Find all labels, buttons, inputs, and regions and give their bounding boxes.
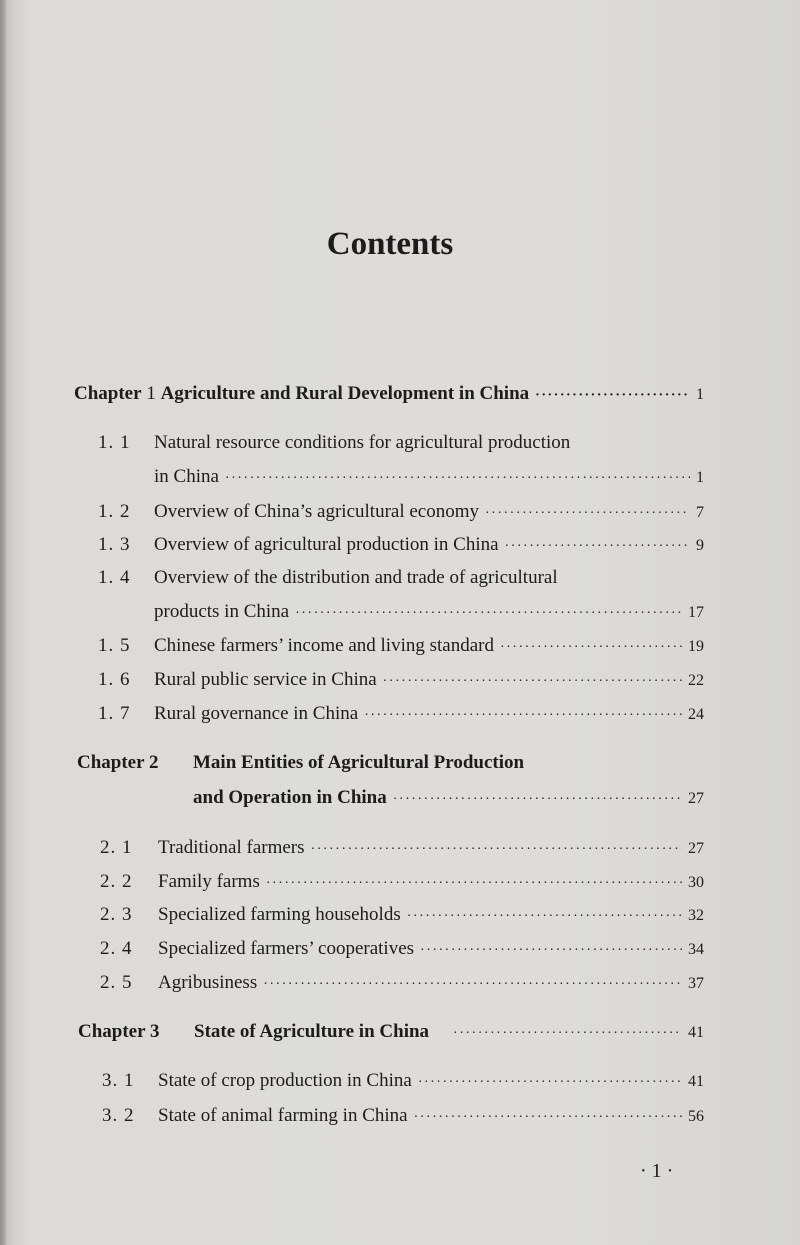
chapter-title: State of Agriculture in China xyxy=(194,1021,430,1042)
page-ref: 34 xyxy=(688,941,704,958)
page-ref: 7 xyxy=(696,504,704,521)
page-title: Contents xyxy=(326,226,454,262)
page-ref: 27 xyxy=(688,790,704,807)
page-ref: 24 xyxy=(688,706,704,723)
section-title: Rural governance in China xyxy=(154,703,359,724)
leader-dots xyxy=(263,977,682,993)
toc-section-2-3[interactable] xyxy=(100,904,704,926)
toc-section-2-2[interactable] xyxy=(100,871,704,893)
toc-section-2-4[interactable] xyxy=(100,938,704,960)
section-number: 1. 7 xyxy=(98,703,131,724)
leader-dots xyxy=(266,876,682,892)
section-title-cont: products in China xyxy=(154,601,290,622)
toc-section-1-1[interactable] xyxy=(98,432,688,454)
section-number: 2. 5 xyxy=(100,972,133,993)
section-title: Overview of the distribution and trade of agricultural xyxy=(154,567,558,588)
page-ref: 27 xyxy=(688,840,704,857)
page-ref: 1 xyxy=(696,386,704,403)
chapter-title: Main Entities of Agricultural Production xyxy=(193,752,525,773)
section-title: Overview of China’s agricultural economy xyxy=(154,501,480,522)
section-title: Chinese farmers’ income and living standard xyxy=(154,635,494,656)
section-title: Family farms xyxy=(158,871,260,892)
leader-dots xyxy=(393,792,682,808)
section-number: 2. 4 xyxy=(100,938,133,959)
toc-section-1-2[interactable] xyxy=(98,501,704,523)
page-ref: 1 xyxy=(696,469,704,486)
toc-section-3-2[interactable] xyxy=(102,1105,704,1127)
section-title: Specialized farming households xyxy=(158,904,401,925)
page-ref: 17 xyxy=(688,604,704,621)
section-number: 1. 5 xyxy=(98,635,131,656)
toc-section-1-7[interactable] xyxy=(98,703,704,725)
chapter-label: Chapter 2 xyxy=(77,752,159,773)
leader-dots xyxy=(505,539,690,555)
toc-chapter-2[interactable] xyxy=(77,752,637,774)
section-title: Agribusiness xyxy=(158,972,258,993)
toc-section-1-1-cont[interactable] xyxy=(154,466,704,488)
leader-dots xyxy=(453,1026,682,1042)
leader-dots xyxy=(225,471,690,487)
page-ref: 41 xyxy=(688,1073,704,1090)
toc-section-2-1[interactable] xyxy=(100,837,704,859)
chapter-label: Chapter 3 xyxy=(78,1021,160,1042)
page-ref: 22 xyxy=(688,672,704,689)
leader-dots xyxy=(414,1110,682,1126)
leader-dots xyxy=(407,909,682,925)
section-title: State of animal farming in China xyxy=(158,1105,408,1126)
chapter-label: Chapter xyxy=(74,383,142,404)
section-title: Specialized farmers’ cooperatives xyxy=(158,938,415,959)
section-number: 2. 3 xyxy=(100,904,133,925)
page-ref: 30 xyxy=(688,874,704,891)
section-number: 1. 3 xyxy=(98,534,131,555)
toc-chapter-1[interactable] xyxy=(74,383,704,405)
page-spine-shadow xyxy=(0,0,6,1245)
chapter-number: 1 xyxy=(146,383,156,404)
toc-section-1-3[interactable] xyxy=(98,534,704,556)
section-number: 1. 1 xyxy=(98,432,131,453)
section-number: 1. 2 xyxy=(98,501,131,522)
toc-section-2-5[interactable] xyxy=(100,972,704,994)
section-title-cont: in China xyxy=(154,466,219,487)
leader-dots xyxy=(311,842,682,858)
toc-section-1-6[interactable] xyxy=(98,669,704,691)
toc-section-1-5[interactable] xyxy=(98,635,704,657)
section-number: 2. 2 xyxy=(100,871,133,892)
leader-dots xyxy=(295,606,682,622)
toc-section-1-4[interactable] xyxy=(98,567,688,589)
chapter-title: Agriculture and Rural Development in China xyxy=(160,383,530,404)
section-number: 1. 4 xyxy=(98,567,131,588)
page-number: · 1 · xyxy=(640,1160,674,1182)
page-ref: 56 xyxy=(688,1108,704,1125)
toc-section-1-4-cont[interactable] xyxy=(154,601,704,623)
section-title: State of crop production in China xyxy=(158,1070,412,1091)
section-number: 3. 2 xyxy=(102,1105,135,1126)
leader-dots xyxy=(500,640,682,656)
page-ref: 37 xyxy=(688,975,704,992)
page-ref: 19 xyxy=(688,638,704,655)
page-ref: 41 xyxy=(688,1024,704,1041)
leader-dots xyxy=(420,943,682,959)
leader-dots xyxy=(485,506,690,522)
page-ref: 32 xyxy=(688,907,704,924)
toc-section-3-1[interactable] xyxy=(102,1070,704,1092)
leader-dots xyxy=(383,674,682,690)
section-title: Rural public service in China xyxy=(154,669,377,690)
leader-dots xyxy=(535,388,690,404)
toc-chapter-3[interactable] xyxy=(78,1021,704,1043)
section-number: 1. 6 xyxy=(98,669,131,690)
toc-chapter-2-cont[interactable] xyxy=(193,787,704,809)
section-number: 2. 1 xyxy=(100,837,133,858)
leader-dots xyxy=(418,1075,682,1091)
page-ref: 9 xyxy=(696,537,704,554)
section-title: Natural resource conditions for agricultural production xyxy=(154,432,571,453)
leader-dots xyxy=(364,708,682,724)
section-title: Overview of agricultural production in China xyxy=(154,534,499,555)
section-title: Traditional farmers xyxy=(158,837,305,858)
section-number: 3. 1 xyxy=(102,1070,135,1091)
chapter-title-cont: and Operation in China xyxy=(193,787,387,808)
